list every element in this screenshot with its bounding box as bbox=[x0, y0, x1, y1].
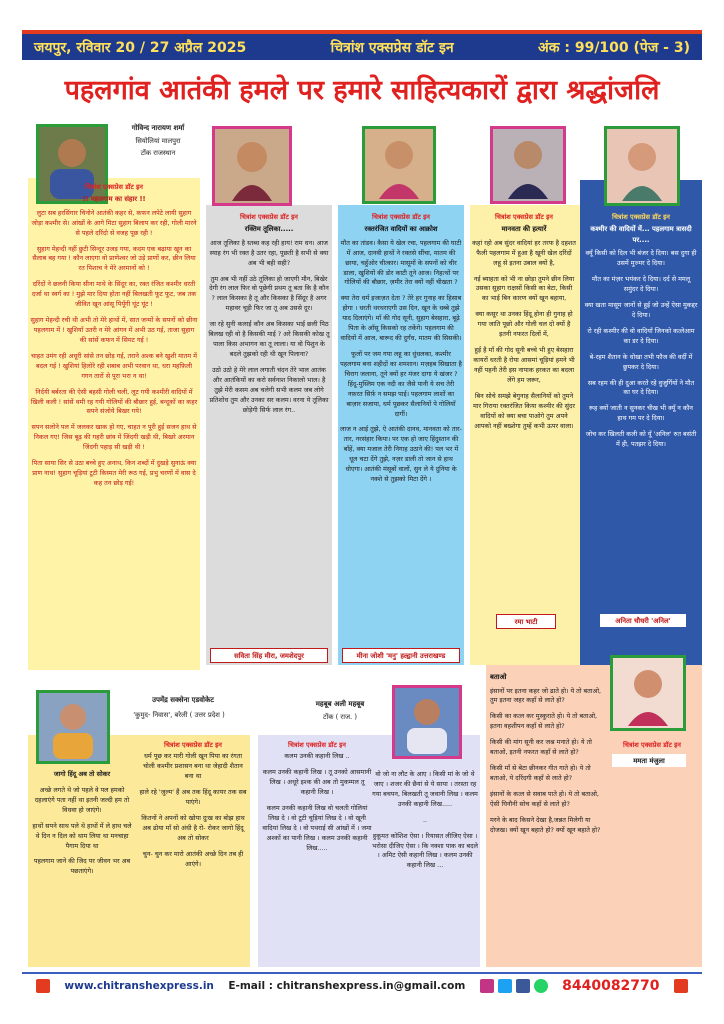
poem-col-2 bbox=[208, 212, 330, 644]
col1-stanza: सपन सलोने पल में जलकर खाक हो गए, चाहत न पूरी हुई सजन हाथ से निकल गए! जिस बूढ़ की गहरी छांव में जिंदगी खड़ी थी, बिखरे अरमान जिंदगी पहाड़ सी खड़ी थी ! bbox=[31, 423, 197, 452]
col8-tag: चित्रांश एक्सप्रेस डॉट इन bbox=[623, 741, 681, 749]
col8-stanza: किसी माँ से बेटा छीनकर गीत गाते हो। ये तो बताओ, ये दरिंदगी कहाँ से लाते हो? bbox=[490, 764, 591, 782]
col8-signature: ममता मंजुला bbox=[612, 754, 686, 767]
poem-col-1 bbox=[30, 182, 198, 668]
col6-stanza: हाथों सपने साथ पले थे हाथों में ले हाथ चले थे दिन न दिल को थाम लिया था मनचाहा पैगाम दिया था bbox=[32, 821, 132, 850]
col5-stanza: क्या खता मासूम जानों से हुई जो उन्हें ऐसा मुकद्दर दे दिया। bbox=[584, 300, 698, 319]
col1-stanza: चाहत उमंग रही अधूरी सांसे तन छोड़ गई, तराने अश्क बने खुशी मातम में बदल गई ! खुशियां हिलोरे रही शबाब अभी परवान था, धरा महफ़िली गगन तारों से पूरा भरा न था! bbox=[31, 351, 197, 380]
col7-stanza: कलम उनकी कहानी लिख । तू उनको आसमानी लिख । अधूरे इश्क की अब तो मुकम्मल तू कहानी लिख । bbox=[262, 768, 372, 796]
col4-stanza: क्या कसूर था उनका हिंदू होना ही गुनाह हो गया जाति पूछो और गोली चल दो क्यों है इतनी नफरत दिलों में, bbox=[475, 310, 573, 339]
col3-stanza: क्या तेरा धर्म इजाज़त देता ? तेरे हर गुनाह का हिसाब होगा । धरती थरथराएगी उस दिन, खून के धब्बे तुझे याद दिलाएंगे। माँ की गोद सूनी, सुहाग बेसहारा, बूढ़े पिता के आँसू किसको रह तकेंगे। पहलगाम की वादियों में आज, बारूद की दुर्गंध, मातम की सिसकी। bbox=[340, 294, 462, 343]
col6-stanza: अच्छे लगते थे जो पहले वे पल हमको दहलाएंगे पता नहीं था इतनी जल्दी हम तो विधवा हो जाएंगे। bbox=[34, 785, 130, 814]
col1-stanza: पिता साया सिर से उठा बच्चे हुए अनाथ, किन शब्दों में दुखड़े सुनाऊं क्या प्राण नाथ! सुहाग चूड़ियां टूटी किस्मत मेरी रूठ गई, प्रभु चरणों में वास दे कह तन छोड़ गई! bbox=[31, 459, 197, 487]
col3-stanza: लाज न आई तुझे, ऐ आतंकी दानव, मानवता को तार-तार, नरसंहार किया। पर एक हो जाए हिंदुस्तान की बाँहें, क्या मजाल तेरी निगाह उठाने की! पल भर में धूल चटा देंगे तुझे, नज़र डाली तो जान से हाथ धोएगा। आतंकी मंसूबों वालों, सुन ले ये दुनिया के नक्शे से तुझको मिटा देंगे । bbox=[340, 425, 462, 484]
col4-stanza: कहां रहो अब सुंदर वादियां हर तरफ है दहशत फैली पहलगाम में हुआ है खूनी खेल दरिंदों लहू से इतना उबाल क्यों है, bbox=[472, 238, 576, 267]
author-photo-6 bbox=[36, 690, 110, 764]
footer-website[interactable]: www.chitranshexpress.in bbox=[64, 980, 214, 992]
col2-stanza: आज तूलिका है स्तब्ध कह रही हाय! राम धन। आज स्याह रंग भी रक्त है उतर रहा, पूछती है सभी से क्या अब भी बही सही? bbox=[209, 238, 329, 267]
facebook-icon[interactable] bbox=[516, 979, 530, 993]
col6-stanza: कितनों ने अपनों को खोया दुःख का बोझ हाथ अब ढोया माँ सो अंधी है रो- रोकर जागो हिंदू अब तो सोकर bbox=[141, 813, 245, 842]
col8-stanza: किसी की मांग सूनी कर जश्न मनाते हो। ये तो बताओ, इतनी नफरत कहाँ से लाते हो? bbox=[490, 738, 592, 757]
col1-title: !! पहलगाम का संहार !! bbox=[82, 195, 146, 204]
col6-stanza: धर्म पूछ कर मारी गोली खून पिया का रंगता चोली कश्मीर प्रशासन बना था जेहादी शैतान बना था bbox=[143, 752, 243, 781]
col8-title: बताओ bbox=[490, 673, 507, 681]
author-1-name: गोविन्द नारायण शर्मा bbox=[131, 124, 185, 132]
col2-title: रक्तिम तूलिका..... bbox=[244, 225, 294, 234]
author-7-name: महबूब अली महबूब bbox=[315, 700, 365, 708]
col2-stanza: उठो उठो हे मेरे लाल लगाती चंदन तेरे भाल आतंक और आतंकियों का करो सर्वनाश निकालो भाल। है तुझे मेरी कसम अब चलेगी सभी कलम जब लोगे प्रतिशोध तुम और उनका सर कलम। वरना ये तूलिका छोड़ेगी सिर्फ लाल रंग.. bbox=[209, 365, 329, 414]
poem-col-4 bbox=[472, 212, 576, 612]
instagram-icon[interactable] bbox=[480, 979, 494, 993]
col7-stanza: हुकूमत कोशिश ऐसा । रियासत लीजिए ऐसा । भरोसा दीजिए ऐसा । कि नक्शा पाक का बदले । अमिट ऐसी कहानी लिख । कलम उनकी कहानी लिख ... bbox=[372, 831, 478, 870]
col1-stanza: दरिंदों ने छलनी किया सीना माथे के सिंदूर का, रक्त रंजित कश्मीर धरती दर्जा था स्वर्ग का ! मुझे मार दिया होता नहीं बिलखती फूट फूट, जब तक जीवित खून आंसू पियूँगी घूंट घूंट ! bbox=[31, 280, 197, 309]
col1-stanza: सुहाग मेहन्दी नहीं छुटी सिन्दूर उजड़ गया, कदम एक बढ़ाया खून का सैलाब बह गया ! कौन लाएगा वो प्राणेश्वर जो उड़े प्राणों कर, छीन लिया रत पिशाच ने मेरे अरमानों को ! bbox=[32, 244, 196, 273]
col4-signature: रमा भाटी bbox=[496, 614, 556, 629]
author-6-address: 'कुमुद- निवास', बरेली ( उत्तर प्रदेश ) bbox=[133, 711, 225, 719]
poem-col-6-right bbox=[138, 740, 248, 965]
author-1-address-1: सियोलियां मालपुरा bbox=[135, 137, 181, 145]
col7-tag: चित्रांश एक्सप्रेस डॉट इन bbox=[288, 741, 346, 749]
col4-stanza: बिन सोचे समझे बेगुनाह सैलानियों को तुमने मार गिराया रक्तरंजित किया कश्मीर की सुंदर वादियों को क्या बचा पाओगे तुम अपने आपको नहीं बख्शेगा तुम्हें कभी ऊपर वाला। bbox=[472, 391, 576, 430]
footer-bar bbox=[22, 972, 702, 998]
social-icons bbox=[480, 979, 548, 993]
col5-tag: चित्रांश एक्सप्रेस डॉट इन bbox=[612, 213, 670, 221]
poem-col-7-left bbox=[262, 740, 372, 965]
author-photo-4 bbox=[490, 126, 566, 204]
col8-stanza: मरने के बाद किसने देखा है,जन्नत मिलेगी या दोजख। क्यों खून बहाते हो? क्यों खून बहाते हो? bbox=[490, 815, 601, 834]
col3-title: रक्तरंजित वादियों का आक्रोश bbox=[364, 225, 438, 234]
author-photo-8 bbox=[610, 655, 686, 731]
col2-tag: चित्रांश एक्सप्रेस डॉट इन bbox=[240, 213, 298, 221]
author-photo-5 bbox=[604, 126, 680, 206]
col8-stanza: किसी का कत्ल कर मुस्कुराते हो। ये तो बताओ, इतना वहशीपन कहाँ से लाते हो? bbox=[490, 712, 598, 731]
col1-stanza: निर्दयी बर्बरता की ऐसी बहसी गोली चली, लूट गयी कश्मीरी वादियों में खिली कली ! सांसें थमी रह गयी गोलियों की बौछार हुई, बन्दूकों का कहर सपने संजोये बिखर गये! bbox=[30, 387, 198, 416]
col3-signature: मीना जोशी 'मनु' हल्द्वानी उत्तराखण्ड bbox=[342, 648, 460, 663]
poem-col-6-left bbox=[32, 770, 132, 965]
col5-stanza: बे-रहम शैतान के धोखा तभी फौज की वर्दी में छुपकर दे दिया। bbox=[589, 352, 693, 371]
whatsapp-icon[interactable] bbox=[534, 979, 548, 993]
col3-stanza: फूलों पर जम गया लहू का धुंधलका, कश्मीर पहलगाम बना शहीदों का शमशान। मज़हब सिखाता है चिराग जलाना, तूने क्यों हर मंजर दागा ये खंजर ? हिंदू-मुस्लिम एक नदी का जैसे पानी ये सच तेरी नफ़रत सिर्फ़ न समझ पाई। पहलगाम लाशों का बाज़ार सजाया, धर्म पूछकर सैलानियों पे गोलियाँ दागीं। bbox=[340, 349, 462, 418]
col1-tag: चित्रांश एक्सप्रेस डॉट इन bbox=[85, 183, 143, 191]
col5-stanza: रो रही कश्मीर की वो वादियाँ जिनको कत्लेआम का डर दे दिया। bbox=[587, 326, 695, 345]
col5-stanza: क्यूँ किसी को दिल भी बंजर दे दिया। बस दुगा ही उसमें मुज्मर दे दिया। bbox=[585, 249, 697, 268]
footer-email[interactable]: E-mail : chitranshexpress.in@gmail.com bbox=[228, 980, 466, 992]
col4-stanza: नई ब्याहता को भी ना छोड़ा तुमने छीन लिया उसका सुहाग राक्षसों किसी का बेटा, किसी का भाई बिन कारण क्यों खून बहाया, bbox=[473, 274, 575, 303]
col7-stanza: .. bbox=[422, 815, 428, 824]
col3-stanza: मौत का तांडव। कैसा ये खेल रचा, पहलगाम की घाटी में आज, दानवी हाथों ने रक्तसे सींचा, मातम की छाया, चहुँओर चीत्कार। मासूमों के सपनों को चीर डाला, खुशियों की डोर काटी तूने आज। निहत्थों पर गोलियों की बौछार, ज़मीर तेरा क्यों नहीं चीखता ? bbox=[340, 238, 462, 287]
col5-title: कश्मीर की वादियों में... पहलगाम त्रासदी पर.... bbox=[590, 225, 692, 244]
issue-number: अंक : 99/100 (पेज - 3) bbox=[538, 39, 690, 56]
col1-stanza: लुटा सब हरसिंगार चिनोने आतंकी कहर से, कफन लपेटे लायी सुहाग जोड़ा कश्मीर से। आंखों के आगे मिटा सुहाग बिलाप कर रही, गोली मारने से पहले दरिंदो से वजह पूछ रही ! bbox=[31, 208, 197, 237]
col7-stanza: कलम उनकी कहानी लिख वो चलती गोलियां लिख दे । वो टूटी चूड़ियां लिख दे । वो खूनी वादियां लिख दे । वो पथराई सी आंखों में । जमा अश्कों का पानी लिख । कलम उनकी कहानी लिख..... bbox=[262, 803, 372, 852]
col5-stanza: मौत का मंज़र भयंकर दे दिया। दर्द से ममलू समुंदर दे दिया। bbox=[591, 275, 691, 294]
author-photo-2 bbox=[212, 126, 292, 206]
col6-stanza: पहलगाम जाने की जिद पर जीवन भर अब पछताएंगे। bbox=[33, 857, 131, 876]
author-photo-3 bbox=[362, 126, 436, 204]
col8-stanza: इंसानों पर इतना कहर जो ढाते हो। ये तो बताओ, तुम इतना जहर कहाँ से लाते हो? bbox=[490, 686, 602, 705]
author-6-name: उपमेंद्र सक्सेना एडवोकेट bbox=[152, 696, 214, 704]
footer-phone[interactable]: 8440082770 bbox=[562, 978, 660, 994]
poem-col-8 bbox=[490, 672, 602, 964]
col7-stanza: कलम उनकी कहानी लिख .. bbox=[284, 752, 350, 761]
issue-date: जयपुर, रविवार 20 / 27 अप्रैल 2025 bbox=[34, 39, 247, 56]
col7-stanza: वो जो ना लौट के आए । किसी मां के जो थे जाए । शजर की छैयां से ये साया । तरस्ता रह गया बचपन, बिलखती तू जवानी लिख । कलम उनकी कहानी लिख..... bbox=[372, 770, 478, 808]
author-7-address: टोंक ( राज. ) bbox=[323, 713, 357, 721]
col6-stanza: चुन- चुन कर मारो आतंकी अच्छे दिन तब ही आएंगे। bbox=[142, 849, 244, 868]
col8-stanza: इंसानों के कत्ल से सवाब पाते हो। ये तो बताओ, ऐसी घिनौनी सोच कहाँ से लाते हो? bbox=[490, 789, 599, 808]
masthead-bar bbox=[22, 30, 702, 60]
col5-stanza: सब रहम की ही दुआ करते रहे वुजुर्गियों ने मौत का घर दे दिया। bbox=[587, 378, 695, 397]
col6-stanza: हाले रहे 'जुल्म' हैं अब तक हिंदू कायर तक सब पाएंगे। bbox=[139, 787, 247, 806]
col2-stanza: जा रहे सुनी कलाई कौन अब किसका भाई छली पिठ बिलख रही वो है किसकी माई ? अरे किसकी कोख तू पाला किस अभागन का तू लाला। या वो पिशुन के बदले तुझको रही थी खून पिलाना? bbox=[208, 320, 330, 358]
col5-signature: अनिता चौधरी 'अनिल' bbox=[600, 614, 686, 627]
poem-col-5 bbox=[584, 212, 698, 612]
col4-title: मानवता की हत्यारें bbox=[501, 225, 547, 234]
col5-stanza: रूह क्यों जाती न सुनकर चीख भी क्यूँ न कौन हाथ गम पर दे दिया। bbox=[589, 404, 693, 423]
col6-tag: चित्रांश एक्सप्रेस डॉट इन bbox=[164, 741, 222, 749]
col2-signature: सविता सिंह मीरा, जमशेदपुर bbox=[210, 648, 328, 663]
footer-square-right-icon bbox=[674, 979, 688, 993]
col2-stanza: तुम अब भी नहीं उठे तूलिका हो जाएगी मौन, बिखेर देगी रंग लाल फिर वो पूछेगी प्रथम तू बता कि है कौन ? लाल किसका है तू और किसका है सिंदूर है अगर महावर चूड़ी फिर जा तू अब उससे दूर। bbox=[209, 274, 329, 313]
col4-tag: चित्रांश एक्सप्रेस डॉट इन bbox=[495, 213, 553, 221]
masthead-brand: चित्रांश एक्सप्रेस डॉट इन bbox=[330, 39, 454, 56]
col3-tag: चित्रांश एक्सप्रेस डॉट इन bbox=[372, 213, 430, 221]
twitter-icon[interactable] bbox=[498, 979, 512, 993]
col6-stanza: जागो हिंदू अब तो सोकर bbox=[53, 770, 111, 778]
poem-col-3 bbox=[340, 212, 462, 644]
page-headline: पहलगांव आतंकी हमले पर हमारे साहित्यकारों द्वारा श्रद्धांजलि bbox=[64, 75, 660, 106]
poem-col-7-right bbox=[372, 770, 478, 965]
col4-stanza: हुई है माँ की गोद सूनी बच्चे भी हुए बेसहारा कायरों धरती है रोया आसमां चूड़ियां हमने भी नहीं पहनी तेरी इस नापाक हरकत का बदला लेंगे हम जरूर, bbox=[473, 346, 575, 384]
author-1-address-2: टोंक राजस्थान bbox=[140, 149, 176, 157]
col5-stanza: जोच कर खिलती कली को यूँ 'अनिल' रुत बसंती में ही, पतझर दे दिया। bbox=[585, 430, 697, 449]
col1-stanza: सुहाग मेहन्दी रची थी अभी तो मेरे हाथों में, सात जन्मों के सपनों को छीना पहलगाम में ! खुशियाँ उतरी न मेरे आंगन में अभी उठ गई, ताजा सुहाग की सांसें कफन में सिमट गई ! bbox=[30, 316, 198, 344]
author-photo-7 bbox=[392, 685, 462, 759]
footer-square-left-icon bbox=[36, 979, 50, 993]
